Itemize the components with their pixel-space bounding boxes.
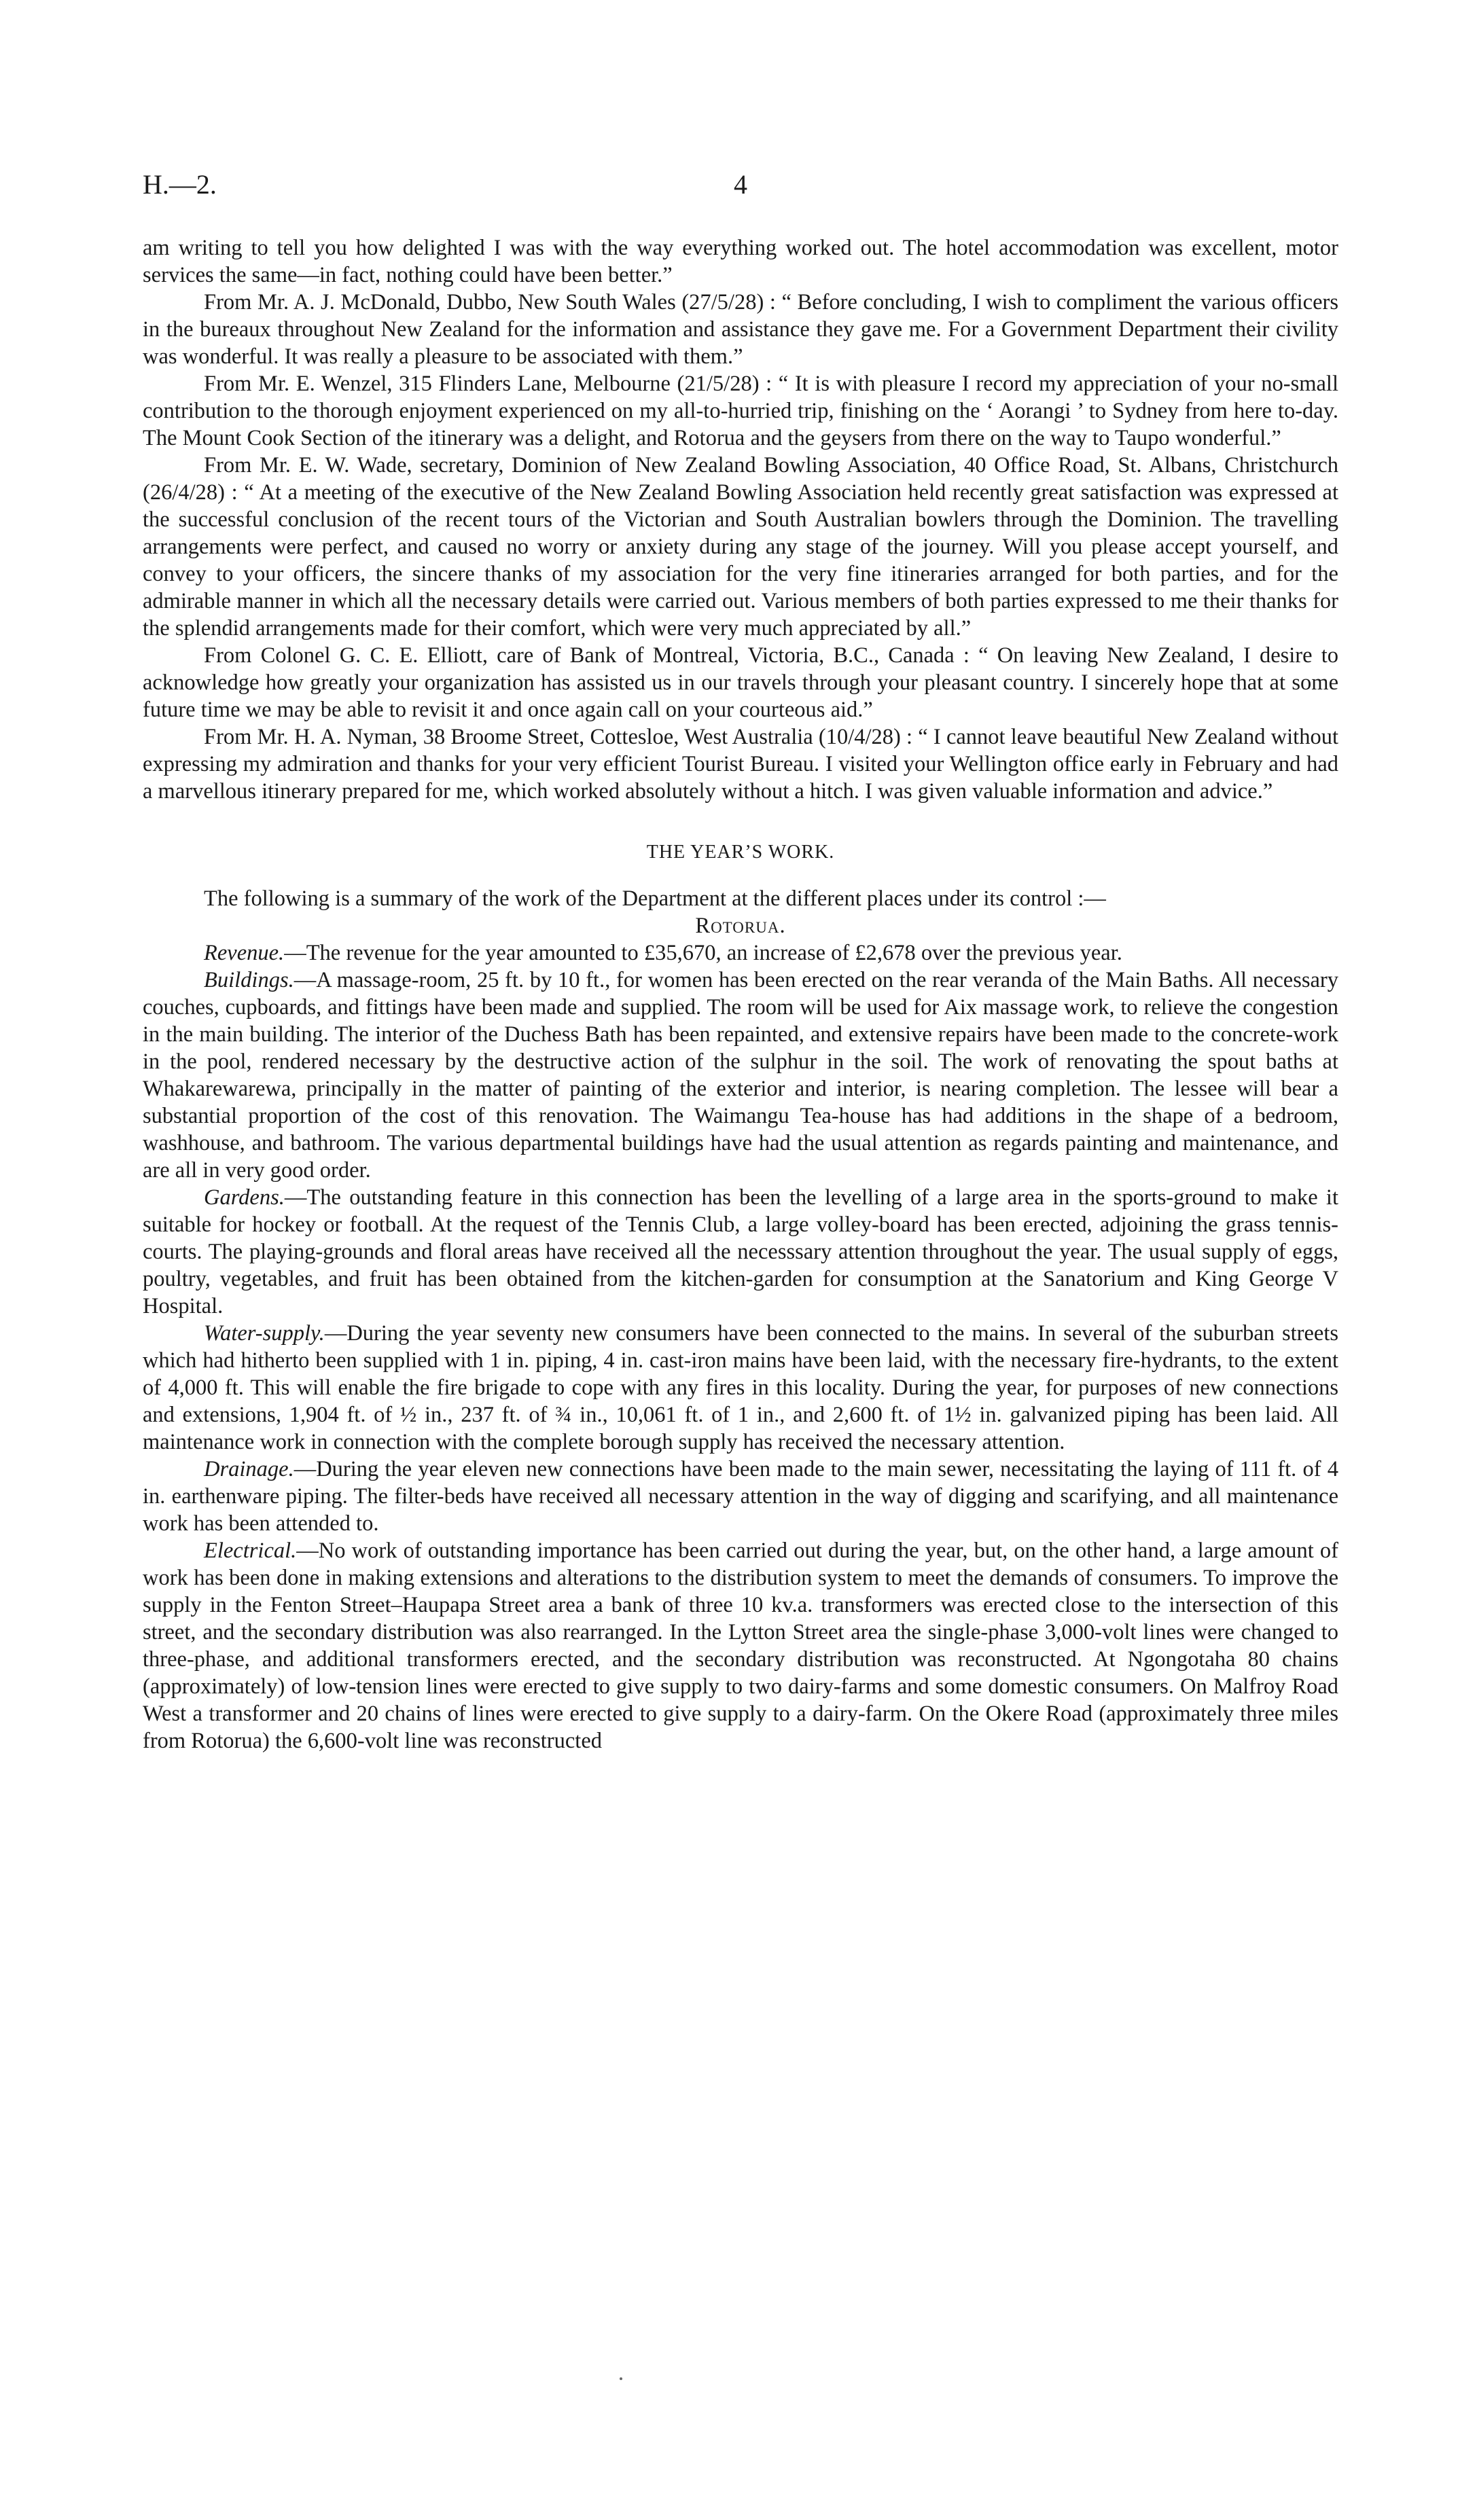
section-title: THE YEAR’S WORK. — [646, 842, 835, 863]
item-buildings — [143, 967, 1338, 1184]
item-revenue — [143, 939, 1338, 967]
item-text: —During the year eleven new connections have been made to the main sewer, necessitating the laying of 111 ft. of 4 in. earthenware piping. The filter-beds have received all necessary attention in the way of digging and scarifying, and all maintenance work has been attended to. — [143, 1457, 1338, 1536]
item-label: Electrical. — [204, 1538, 297, 1563]
item-text: —A massage-room, 25 ft. by 10 ft., for women has been erected on the rear veranda of the Main Baths. All necessary couches, cupboards, and fittings have been made and supplied. The room will be used for Aix massage work, to relieve the congestion in the main building. The interior of the Duchess Bath has been repainted, and extensive repairs have been made to the concrete-work in the pool, rendered necessary by the destructive action of the sulphur in the soil. The work of renovating the spout baths at Whakarewarewa, principally in the matter of painting of the exterior and interior, is nearing completion. The lessee will bear a substantial proportion of the cost of this renovation. The Waimangu Tea-house has had additions in the shape of a bedroom, washhouse, and bathroom. The various departmental buildings have had the usual attention as regards painting and maintenance, and are all in very good order. — [143, 968, 1338, 1183]
page-number: 4 — [734, 169, 747, 200]
testimonial-wade: From Mr. E. W. Wade, secretary, Dominion of New Zealand Bowling Association, 40 Office Road, St. Albans, Christchurch (26/4/28) : “ At a meeting of the executive of the New Zealand Bowling Association held recently great satisfaction was expressed at the successful conclusion of the recent tours of the Victorian and South Australian bowlers through the Dominion. The travelling arrangements were perfect, and caused no worry or anxiety during any stage of the journey. Will you please accept yourself, and convey to your officers, the sincere thanks of my association for the very fine itineraries arranged for both parties, and for the admirable manner in which all the necessary details were carried out. Various members of both parties expressed to me their thanks for the splendid arrangements made for their comfort, which were very much appreciated by all.” — [143, 453, 1338, 641]
item-text: —The revenue for the year amounted to £35,670, an increase of £2,678 over the previous year. — [284, 941, 1122, 965]
item-label: Water-supply. — [204, 1321, 325, 1346]
item-label: Gardens. — [204, 1185, 285, 1210]
testimonial-mcdonald: From Mr. A. J. McDonald, Dubbo, New South Wales (27/5/28) : “ Before concluding, I wish to compliment the various officers in the bureaux throughout New Zealand for the information and assistance they gave me. For a Government Department their civility was wonderful. It was really a pleasure to be associated with them.” — [143, 290, 1338, 369]
item-electrical — [143, 1537, 1338, 1754]
item-text: —The outstanding feature in this connection has been the levelling of a large area in the sports-ground to make it suitable for hockey or football. At the request of the Tennis Club, a large volley-board has been erected, adjoining the grass tennis-courts. The playing-grounds and floral areas have received all the necesssary attention throughout the year. The usual supply of eggs, poultry, vegetables, and fruit has been obtained from the kitchen-garden for consumption at the Sanatorium and King George V Hospital. — [143, 1185, 1338, 1318]
body-text — [143, 234, 1338, 1754]
testimonial-nyman: From Mr. H. A. Nyman, 38 Broome Street, Cottesloe, West Australia (10/4/28) : “ I cannot leave beautiful New Zealand without expressing my admiration and thanks for your very efficient Tourist Bureau. I visited your Wellington office early in February and had a marvellous itinerary prepared for me, which worked absolutely without a hitch. I was given valuable information and advice.” — [143, 725, 1338, 804]
section-intro: The following is a summary of the work of the Department at the different places under its control :— — [204, 886, 1106, 911]
item-gardens — [143, 1184, 1338, 1320]
document-reference: H.—2. — [143, 169, 217, 200]
testimonial-wenzel: From Mr. E. Wenzel, 315 Flinders Lane, Melbourne (21/5/28) : “ It is with pleasure I record my appreciation of your no-small contribution to the thorough enjoyment experienced on my all-to-hurried trip, finishing on the ‘ Aorangi ’ to Sydney from here to-day. The Mount Cook Section of the itinerary was a delight, and Rotorua and the geysers from there on the way to Taupo wonderful.” — [143, 372, 1338, 450]
place-heading: Rotorua. — [695, 914, 786, 938]
item-water-supply — [143, 1320, 1338, 1456]
item-label: Revenue. — [204, 941, 285, 965]
page-header — [143, 168, 1338, 209]
item-label: Buildings. — [204, 968, 294, 992]
speck-mark — [620, 2377, 622, 2380]
paragraph-continuation: am writing to tell you how delighted I was with the way everything worked out. The hotel accommodation was excellent, motor services the same—in fact, nothing could have been better.” — [143, 236, 1338, 287]
item-text: —No work of outstanding importance has been carried out during the year, but, on the other hand, a large amount of work has been done in making extensions and alterations to the distribution system to meet the demands of consumers. To improve the supply in the Fenton Street–Haupapa Street area a bank of three 10 kv.a. transformers was erected close to the intersection of this street, and the secondary distribution was also rearranged. In the Lytton Street area the single-phase 3,000-volt lines were changed to three-phase, and additional transformers erected, and the secondary distribution was reconstructed. At Ngongotaha 80 chains (approximately) of low-tension lines were erected to give supply to two dairy-farms and some domestic consumers. On Malfroy Road West a transformer and 20 chains of lines were erected to give supply to a dairy-farm. On the Okere Road (approximately three miles from Rotorua) the 6,600-volt line was reconstructed — [143, 1538, 1338, 1753]
item-text: —During the year seventy new consumers have been connected to the mains. In several of the suburban streets which had hitherto been supplied with 1 in. piping, 4 in. cast-iron mains have been laid, with the necessary fire-hydrants, to the extent of 4,000 ft. This will enable the fire brigade to cope with any fires in this locality. During the year, for purposes of new connections and extensions, 1,904 ft. of ½ in., 237 ft. of ¾ in., 10,061 ft. of 1 in., and 2,600 ft. of 1½ in. galvanized piping has been laid. All maintenance work in connection with the complete borough supply has received the necessary attention. — [143, 1321, 1338, 1454]
testimonial-elliott: From Colonel G. C. E. Elliott, care of Bank of Montreal, Victoria, B.C., Canada : “ On leaving New Zealand, I desire to acknowledge how greatly your organization has assisted us in our travels through your pleasant country. I sincerely hope that at some future time we may be able to revisit it and once again call on your courteous aid.” — [143, 643, 1338, 722]
item-label: Drainage. — [204, 1457, 294, 1481]
item-drainage — [143, 1456, 1338, 1537]
